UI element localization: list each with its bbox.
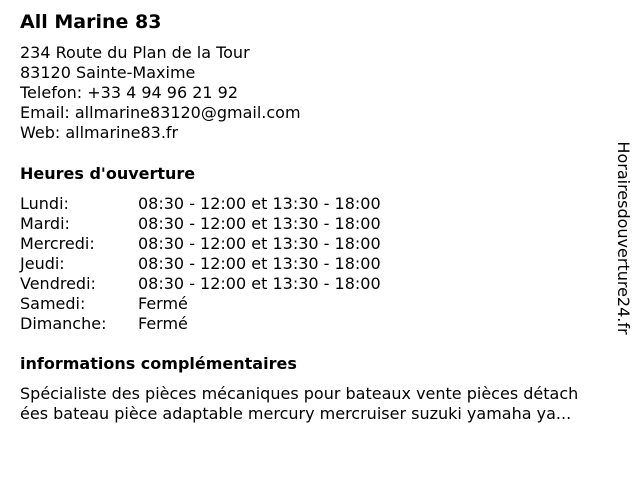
address-city: 83120 Sainte-Maxime (20, 63, 196, 82)
description-line: Spécialiste des pièces mécaniques pour bateaux vente pièces détach (20, 384, 579, 403)
opening-hours-heading: Heures d'ouverture (20, 164, 196, 183)
day-label: Dimanche: (20, 314, 107, 333)
day-times: 08:30 - 12:00 et 13:30 - 18:00 (138, 194, 381, 213)
day-label: Mardi: (20, 214, 70, 233)
site-watermark: Horairesdouverture24.fr (614, 141, 633, 335)
day-label: Jeudi: (20, 254, 65, 273)
business-name: All Marine 83 (20, 11, 162, 33)
day-times: 08:30 - 12:00 et 13:30 - 18:00 (138, 274, 381, 293)
day-times: 08:30 - 12:00 et 13:30 - 18:00 (138, 234, 381, 253)
day-label: Mercredi: (20, 234, 95, 253)
day-times: Fermé (138, 294, 188, 313)
day-times: 08:30 - 12:00 et 13:30 - 18:00 (138, 214, 381, 233)
phone-number: Telefon: +33 4 94 96 21 92 (20, 83, 239, 102)
day-label: Vendredi: (20, 274, 96, 293)
day-label: Samedi: (20, 294, 86, 313)
description-line: ées bateau pièce adaptable mercury mercruiser suzuki yamaha ya... (20, 404, 572, 423)
email-address: Email: allmarine83120@gmail.com (20, 103, 301, 122)
address-street: 234 Route du Plan de la Tour (20, 43, 250, 62)
additional-info-heading: informations complémentaires (20, 354, 297, 373)
day-label: Lundi: (20, 194, 69, 213)
additional-info-description (20, 384, 620, 424)
day-times: 08:30 - 12:00 et 13:30 - 18:00 (138, 254, 381, 273)
day-times: Fermé (138, 314, 188, 333)
website: Web: allmarine83.fr (20, 123, 179, 142)
contact-block (20, 43, 301, 143)
